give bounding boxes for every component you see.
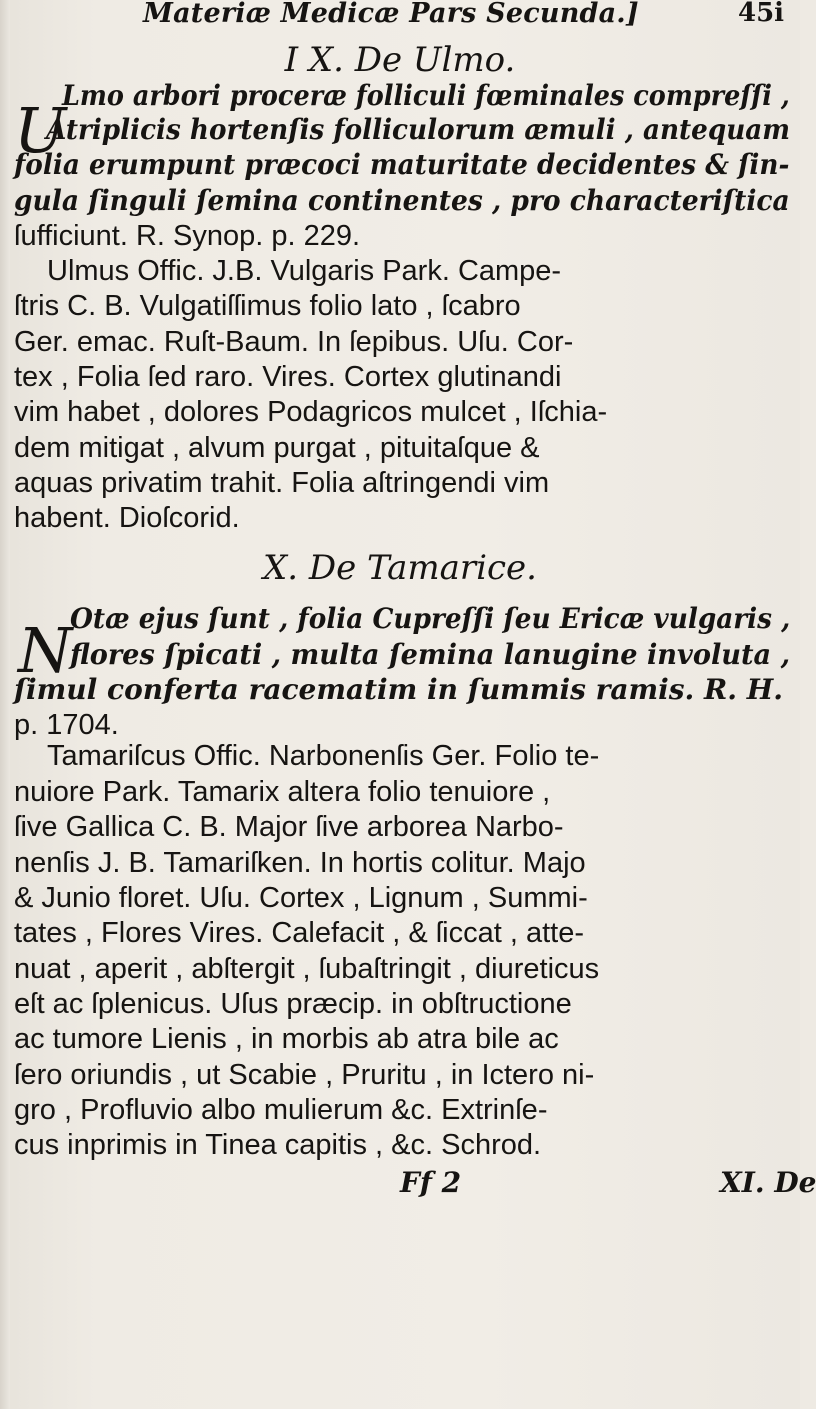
tamarice-line-3: ſimul conferta racematim in ſummis ramis. R. H. — [14, 673, 783, 706]
tamarice-line-2: flores ſpicati , multa ſemina lanugine involuta , — [70, 638, 791, 671]
dropcap-tamarice: N — [18, 614, 73, 687]
ulmo-line-13: habent. Dioſcorid. — [14, 502, 240, 534]
tamarice-line-10: tates , Flores Vires. Calefacit , & ſiccat , atte- — [14, 917, 585, 949]
tamarice-line-14: ſero oriundis , ut Scabie , Pruritu , in Ictero ni- — [14, 1059, 595, 1091]
catchword: XI. De — [720, 1166, 816, 1199]
tamarice-line-4: p. 1704. — [14, 709, 119, 741]
tamarice-line-5: Tamariſcus Offic. Narbonenſis Ger. Folio te- — [47, 740, 600, 772]
ulmo-line-7: ſtris C. B. Vulgatiſſimus folio lato , ſcabro — [14, 290, 521, 322]
ulmo-line-8: Ger. emac. Ruſt-Baum. In ſepibus. Uſu. Cor- — [14, 326, 574, 358]
ulmo-line-3: folia erumpunt præcoci maturitate decidentes & ſin- — [14, 148, 790, 181]
section-heading-tamarice: X. De Tamarice. — [263, 548, 537, 588]
section-heading-ulmo: I X. De Ulmo. — [284, 40, 516, 80]
tamarice-line-16: cus inprimis in Tinea capitis , &c. Schrod. — [14, 1129, 542, 1161]
ulmo-line-5: ſufficiunt. R. Synop. p. 229. — [14, 220, 361, 252]
tamarice-line-7: ſive Gallica C. B. Major ſive arborea Narbo- — [14, 811, 564, 843]
dropcap-ulmo: U — [14, 94, 67, 167]
ulmo-line-6: Ulmus Offic. J.B. Vulgaris Park. Campe- — [47, 255, 562, 287]
ulmo-line-12: aquas privatim trahit. Folia aſtringendi vim — [14, 467, 550, 499]
tamarice-line-11: nuat , aperit , abſtergit , ſubaſtringit , diureticus — [14, 953, 600, 985]
tamarice-line-1: Otæ ejus ſunt , folia Cupreſſi ſeu Ericæ vulgaris , — [70, 602, 791, 635]
ulmo-line-2: Atriplicis hortenſis folliculorum æmuli , antequam — [46, 113, 791, 146]
tamarice-line-15: gro , Profluvio albo mulierum &c. Extrinſe- — [14, 1094, 548, 1126]
ulmo-line-1: Lmo arbori proceræ folliculi fœminales compreſſi , — [62, 79, 790, 112]
tamarice-line-9: & Junio floret. Uſu. Cortex , Lignum , Summi- — [14, 882, 588, 914]
signature-mark: Ff 2 — [400, 1166, 462, 1199]
tamarice-line-6: nuiore Park. Tamarix altera folio tenuiore , — [14, 776, 551, 808]
tamarice-line-12: eſt ac ſplenicus. Uſus præcip. in obſtructione — [14, 988, 572, 1020]
tamarice-line-8: nenſis J. B. Tamariſken. In hortis colitur. Majo — [14, 847, 586, 879]
page-number: 45i — [738, 0, 785, 28]
tamarice-line-13: ac tumore Lienis , in morbis ab atra bile ac — [14, 1023, 559, 1055]
ulmo-line-4: gula ſinguli ſemina continentes , pro characteriſtica — [14, 184, 790, 217]
running-head-title: Materiæ Medicæ Pars Secunda.] — [143, 0, 639, 29]
ulmo-line-10: vim habet , dolores Podagricos mulcet , Iſchia- — [14, 396, 608, 428]
ulmo-line-11: dem mitigat , alvum purgat , pituitaſque & — [14, 432, 540, 464]
running-head — [0, 0, 800, 34]
ulmo-line-9: tex , Folia ſed raro. Vires. Cortex glutinandi — [14, 361, 562, 393]
page-gutter-shadow — [0, 0, 10, 1409]
